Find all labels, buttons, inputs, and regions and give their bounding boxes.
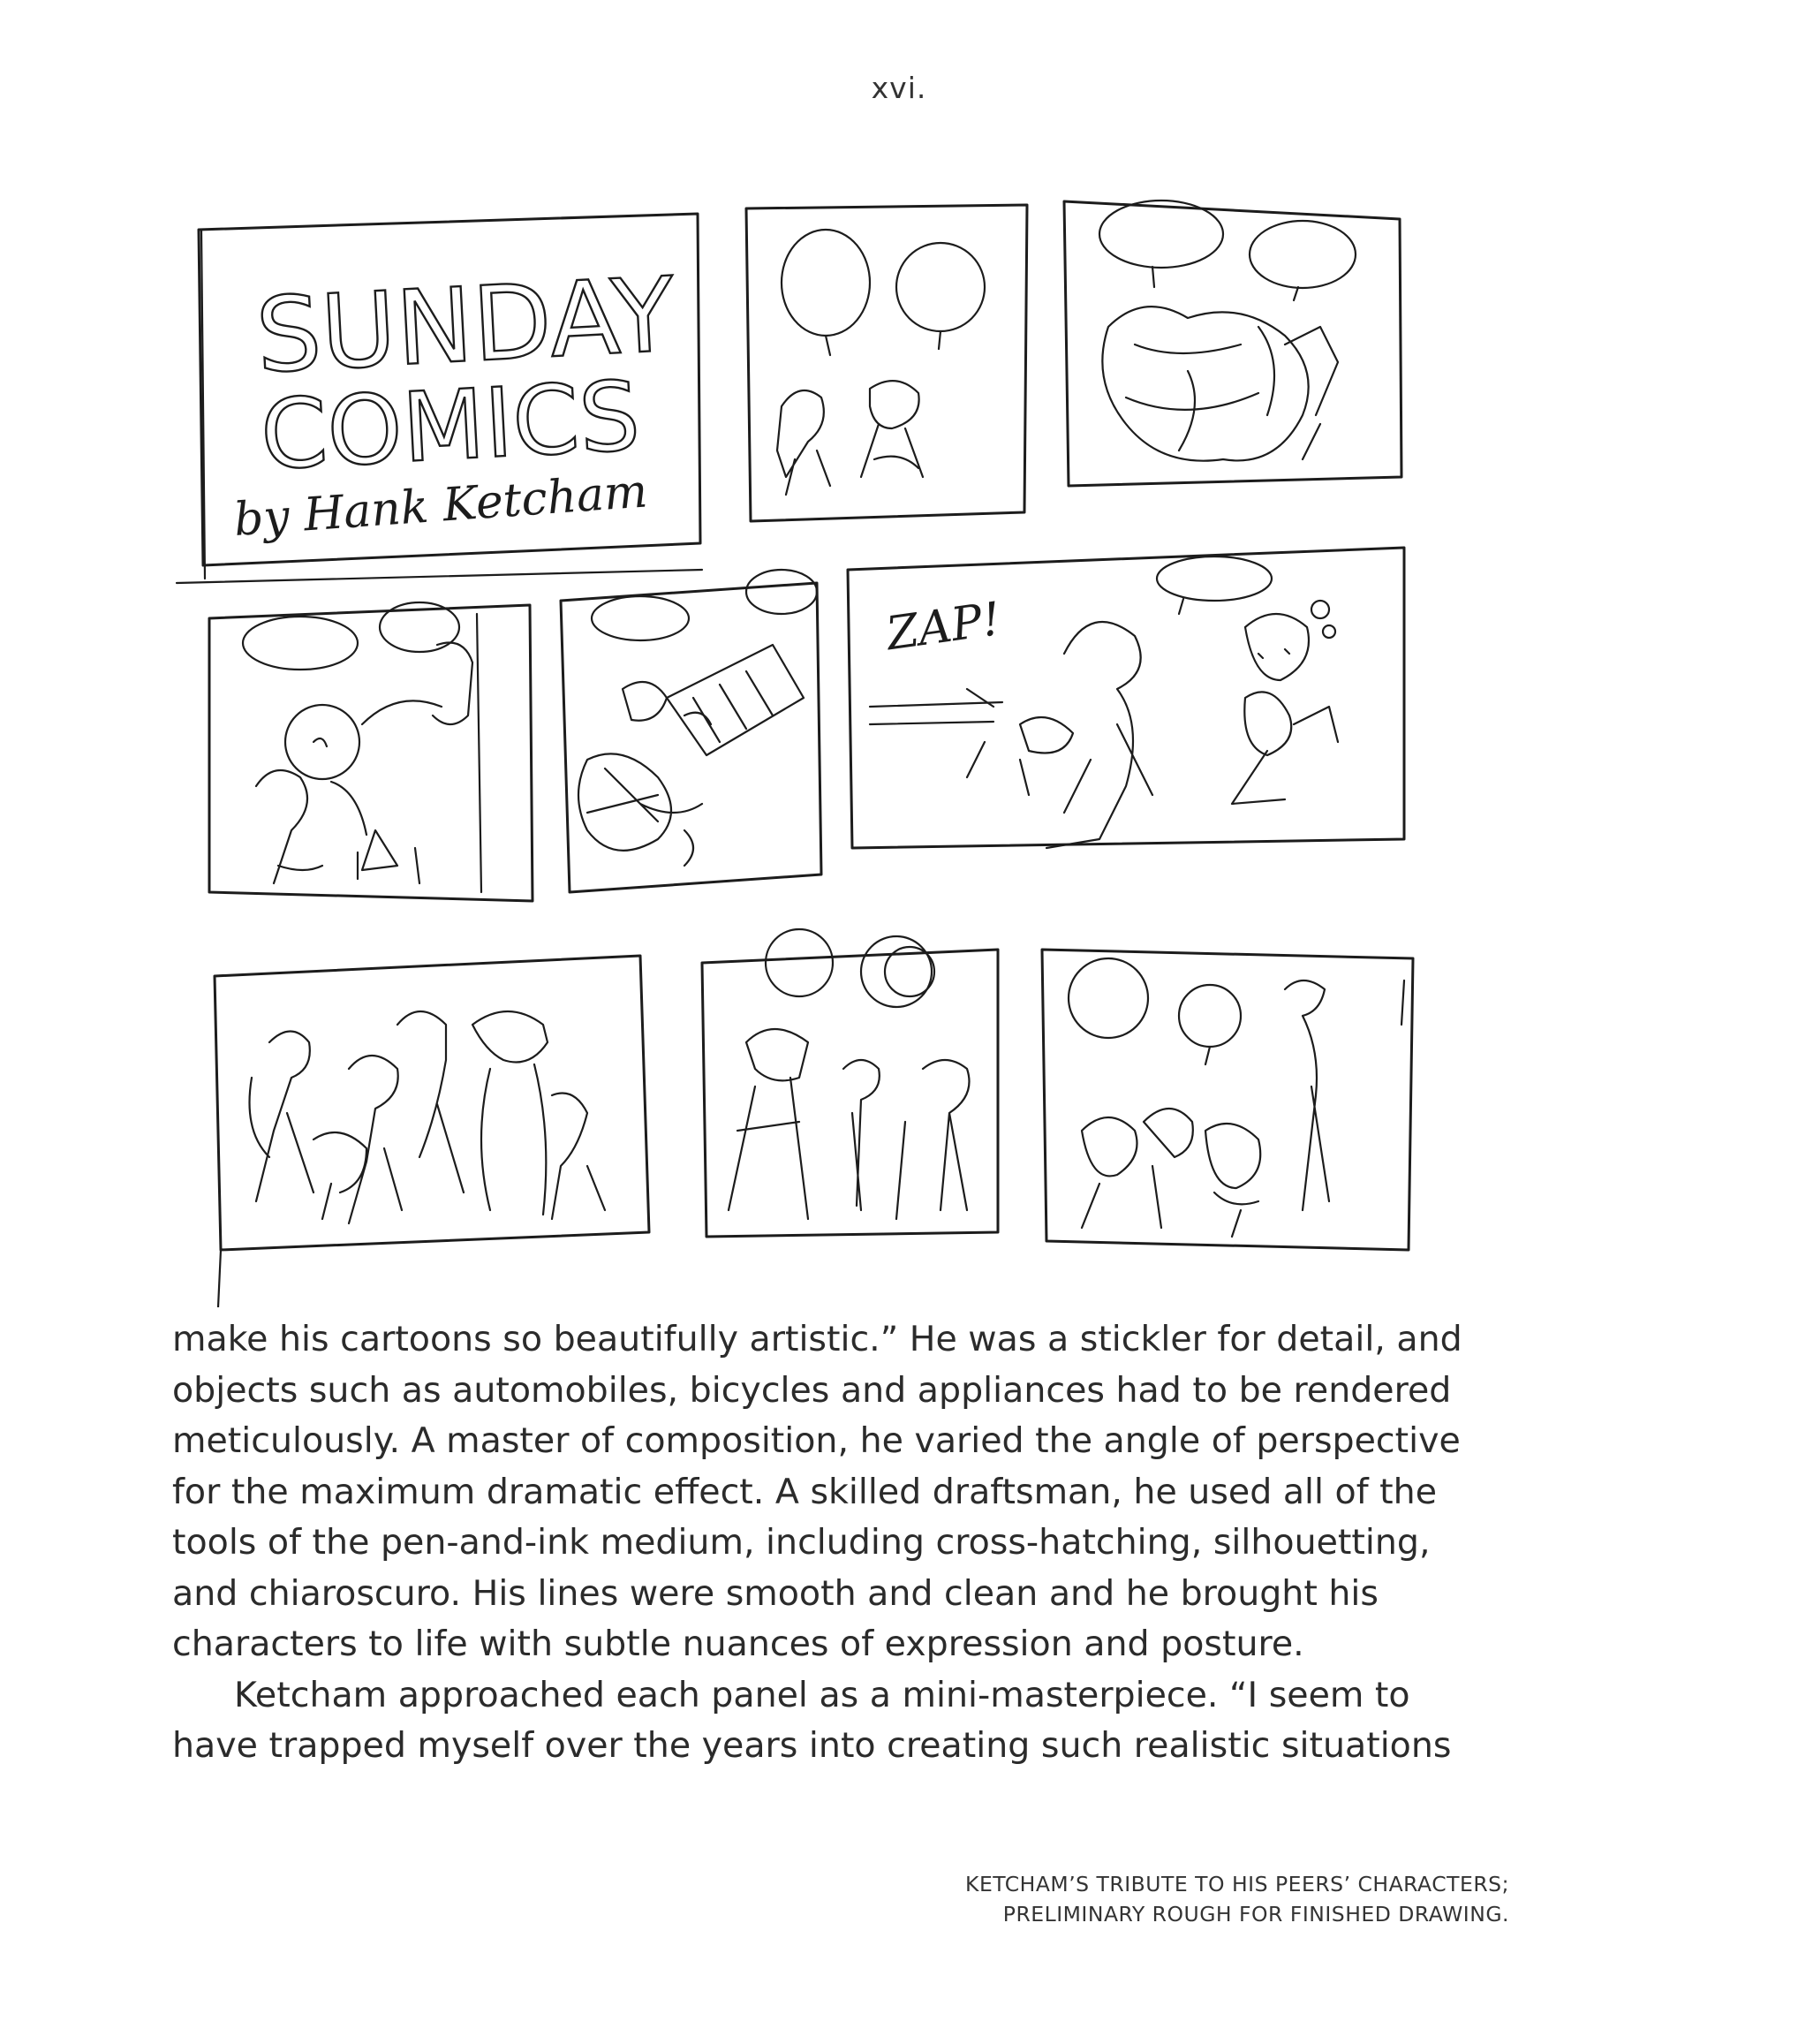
panel-9 (1042, 950, 1413, 1250)
panel-2 (746, 205, 1027, 521)
paragraph-1-line: characters to life with subtle nuances of expression and posture. (172, 1624, 1304, 1664)
paragraph-2-line: Ketcham approached each panel as a mini-masterpiece. “I seem to (234, 1674, 1410, 1715)
comic-sketch-illustration (172, 194, 1444, 1307)
paragraph-1-line: make his cartoons so beautifully artistic.” He was a stickler for detail, and (172, 1319, 1462, 1359)
paragraph-2-line: have trapped myself over the years into creating such realistic situations (172, 1725, 1452, 1766)
sketch-zap-text: ZAP! (883, 592, 1004, 662)
caption-line-2: PRELIMINARY ROUGH FOR FINISHED DRAWING. (1002, 1902, 1509, 1927)
panel-4 (209, 602, 533, 901)
paragraph-1-line: tools of the pen-and-ink medium, including cross-hatching, silhouetting, (172, 1522, 1431, 1563)
sketch-signature: by Hank Ketcham (231, 465, 650, 547)
caption-line-1: KETCHAM’S TRIBUTE TO HIS PEERS’ CHARACTERS; (965, 1872, 1509, 1896)
sketch-title-line1: SUNDAY (253, 255, 678, 397)
sketch-svg (172, 194, 1444, 1307)
panel-7 (215, 956, 649, 1307)
paragraph-1-line: and chiaroscuro. His lines were smooth and clean and he brought his (172, 1572, 1379, 1614)
panel-8 (702, 929, 998, 1237)
body-text (172, 1314, 1532, 1772)
panel-5 (561, 570, 821, 892)
figure-caption (965, 1869, 1509, 1929)
paragraph-1-line: for the maximum dramatic effect. A skilled draftsman, he used all of the (172, 1471, 1438, 1512)
page-number: xvi. (871, 71, 927, 105)
panel-3 (1064, 201, 1401, 486)
sketch-title-line2: COMICS (258, 361, 643, 492)
paragraph-1-line: meticulously. A master of composition, he varied the angle of perspective (172, 1420, 1461, 1461)
panel-6 (848, 548, 1404, 848)
paragraph-1-line: objects such as automobiles, bicycles and appliances had to be rendered (172, 1369, 1452, 1411)
panel-title (177, 214, 702, 583)
